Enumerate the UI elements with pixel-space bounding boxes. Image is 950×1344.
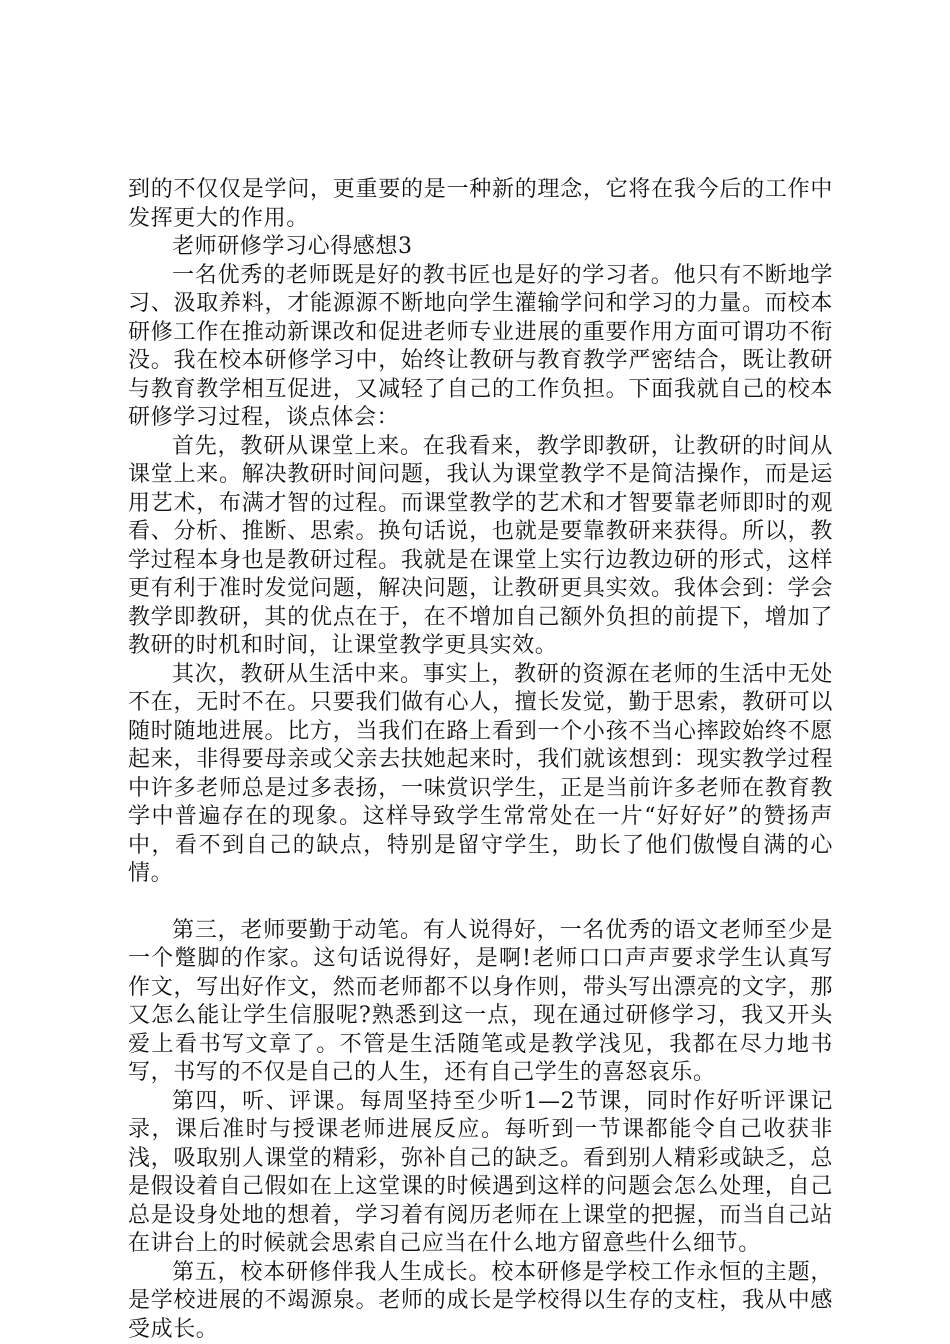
- document-body: [128, 176, 833, 1344]
- paragraph-intro: 一名优秀的老师既是好的教书匠也是好的学习者。他只有不断地学习、汲取养料，才能源源不断地向学生灌输学问和学习的力量。而校本研修工作在推动新课改和促进老师专业进展的重要作用方面可谓功不衔没。我在校本研修学习中，始终让教研与教育教学严密结合，既让教研与教育教学相互促进，又减轻了自己的工作负担。下面我就自己的校本研修学习过程，谈点体会：: [128, 262, 833, 430]
- paragraph-first: 首先，教研从课堂上来。在我看来，教学即教研，让教研的时间从课堂上来。解决教研时间问题，我认为课堂教学不是简洁操作，而是运用艺术，布满才智的过程。而课堂教学的艺术和才智要靠老师即时的观看、分析、推断、思索。换句话说，也就是要靠教研来获得。所以，教学过程本身也是教研过程。我就是在课堂上实行边教边研的形式，这样更有利于准时发觉问题，解决问题，让教研更具实效。我体会到：学会教学即教研，其的优点在于，在不增加自己额外负担的前提下，增加了教研的时机和时间，让课堂教学更具实效。: [128, 433, 833, 658]
- paragraph-third: 第三，老师要勤于动笔。有人说得好，一名优秀的语文老师至少是一个蹩脚的作家。这句话说得好，是啊!老师口口声声要求学生认真写作文，写出好作文，然而老师都不以身作则，带头写出漂亮的文字，那又怎么能让学生信服呢?熟悉到这一点，现在通过研修学习，我又开头爱上看书写文章了。不管是生活随笔或是教学浅见，我都在尽力地书写，书写的不仅是自己的人生，还有自己学生的喜怒哀乐。: [128, 917, 833, 1085]
- section-heading: 老师研修学习心得感想3: [172, 234, 413, 259]
- paragraph-spacer: [128, 889, 833, 917]
- paragraph-fourth: 第四，听、评课。每周坚持至少听1—2节课，同时作好听评课记录，课后准时与授课老师进展反应。每听到一节课都能令自己收获非浅，吸取别人课堂的精彩，弥补自己的缺乏。看到别人精彩或缺乏，总是假设着自己假如在上这堂课的时候遇到这样的问题会怎么处理，自己总是设身处地的想着，学习着有阅历老师在上课堂的把握，而当自己站在讲台上的时候就会思索自己应当在什么地方留意些什么细节。: [128, 1088, 833, 1256]
- paragraph-continuation: 到的不仅仅是学问，更重要的是一种新的理念，它将在我今后的工作中发挥更大的作用。: [128, 177, 833, 231]
- paragraph-second: 其次，教研从生活中来。事实上，教研的资源在老师的生活中无处不在，无时不在。只要我们做有心人，擅长发觉，勤于思索，教研可以随时随地进展。比方，当我们在路上看到一个小孩不当心摔跤始终不愿起来，非得要母亲或父亲去扶她起来时，我们就该想到：现实教学过程中许多老师总是过多表扬，一味赏识学生，正是当前许多老师在教育教学中普遍存在的现象。这样导致学生常常处在一片“好好好”的赞扬声中，看不到自己的缺点，特别是留守学生，助长了他们傲慢自满的心情。: [128, 661, 833, 886]
- paragraph-fifth: 第五，校本研修伴我人生成长。校本研修是学校工作永恒的主题，是学校进展的不竭源泉。老师的成长是学校得以生存的支柱，我从中感受成长。: [128, 1259, 833, 1342]
